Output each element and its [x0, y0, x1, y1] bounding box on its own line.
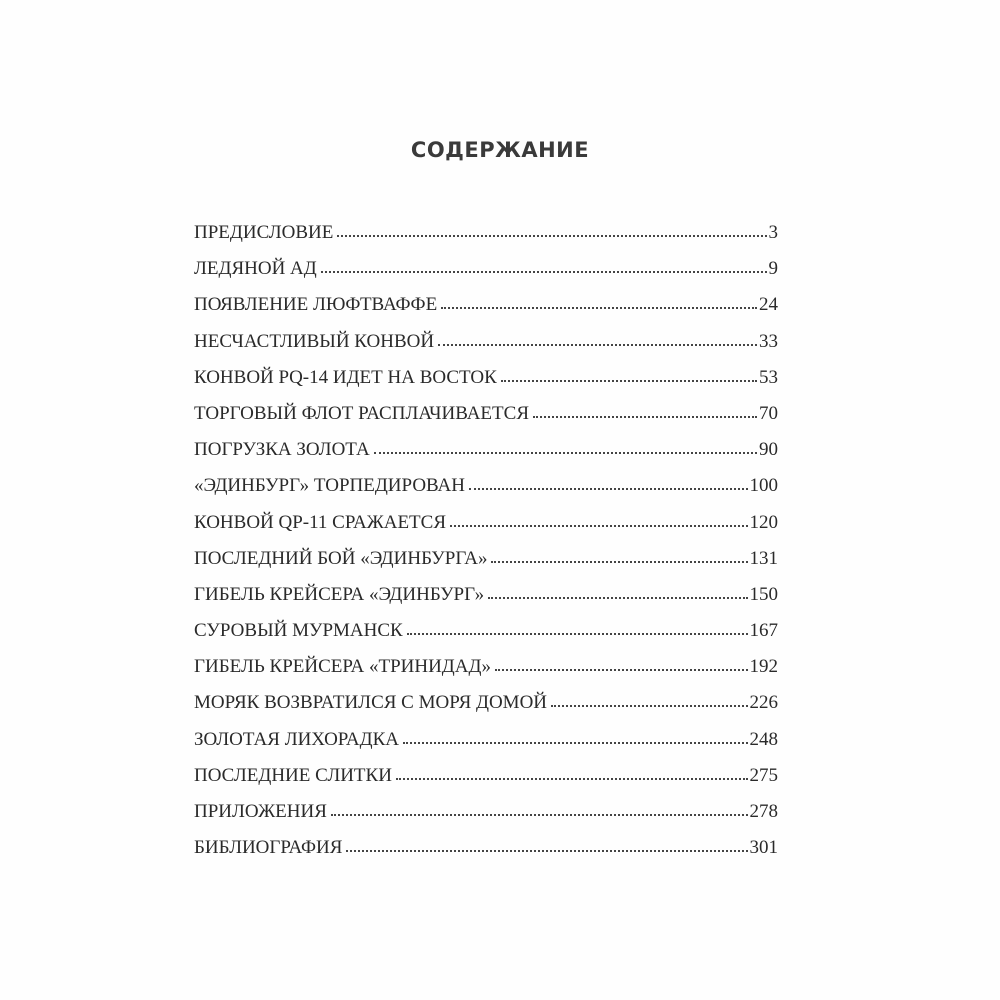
- toc-page-number: 131: [749, 547, 778, 569]
- toc-page-number: 275: [749, 764, 778, 786]
- toc-entry: [194, 692, 778, 728]
- dot-leader: [438, 344, 757, 346]
- toc-page-number: 90: [759, 439, 778, 461]
- toc-entry: [194, 548, 778, 584]
- toc-page-number: 33: [759, 330, 778, 352]
- toc-entry-title: ЛЕДЯНОЙ АД: [194, 258, 317, 280]
- toc-entry-title: НЕСЧАСТЛИВЫЙ КОНВОЙ: [194, 330, 435, 352]
- page-title: СОДЕРЖАНИЕ: [410, 138, 590, 162]
- toc-entry-title: ПРИЛОЖЕНИЯ: [194, 801, 327, 822]
- dot-leader: [533, 416, 757, 418]
- toc-entry-title: ЗОЛОТАЯ ЛИХОРАДКА: [194, 728, 400, 750]
- dot-leader: [331, 814, 748, 816]
- toc-page-number: 24: [759, 294, 778, 316]
- toc-entry-title: КОНВОЙ QP-11 СРАЖАЕТСЯ: [194, 511, 447, 533]
- toc-entry: [194, 656, 778, 692]
- dot-leader: [488, 597, 747, 599]
- dot-leader: [396, 778, 748, 780]
- toc-entry-title: ПОГРУЗКА ЗОЛОТА: [194, 439, 370, 461]
- toc-entry: [194, 403, 778, 439]
- toc-page-number: 100: [749, 475, 778, 497]
- toc-entry: [194, 331, 778, 367]
- toc-page-number: 150: [749, 583, 778, 605]
- toc-entry: [194, 765, 778, 801]
- toc-entry: [194, 439, 778, 475]
- toc-entry: [194, 367, 778, 403]
- toc-entry-title: ПОСЛЕДНИЕ СЛИТКИ: [194, 764, 392, 786]
- toc-entry: [194, 512, 778, 548]
- toc-page-number: 3: [768, 222, 778, 243]
- toc-entry: [194, 801, 778, 837]
- dot-leader: [321, 271, 767, 273]
- dot-leader: [450, 525, 747, 527]
- toc-page-number: 301: [749, 837, 778, 859]
- toc-entry-title: СУРОВЫЙ МУРМАНСК: [194, 620, 403, 642]
- toc-entry-title: «ЭДИНБУРГ» ТОРПЕДИРОВАН: [194, 475, 465, 497]
- toc-entry-title: БИБЛИОГРАФИЯ: [194, 837, 343, 859]
- dot-leader: [407, 633, 748, 635]
- toc-entry: [194, 222, 778, 258]
- toc-page-number: 120: [749, 511, 778, 533]
- toc-entry-title: ПОСЛЕДНИЙ БОЙ «ЭДИНБУРГА»: [194, 547, 488, 569]
- toc-page-number: 226: [749, 692, 778, 714]
- toc-entry: [194, 620, 778, 656]
- dot-leader: [469, 488, 748, 490]
- toc-entry-title: КОНВОЙ PQ-14 ИДЕТ НА ВОСТОК: [194, 366, 497, 388]
- dot-leader: [495, 669, 748, 671]
- toc-entry: [194, 258, 778, 294]
- dot-leader: [337, 235, 766, 237]
- toc-entry-title: ПОЯВЛЕНИЕ ЛЮФТВАФФЕ: [194, 294, 438, 316]
- toc-page-number: 9: [768, 258, 778, 280]
- toc-page-number: 167: [749, 620, 778, 642]
- toc-page-number: 53: [759, 366, 778, 388]
- toc-entry: [194, 294, 778, 330]
- toc-entry: [194, 837, 778, 873]
- dot-leader: [403, 742, 747, 744]
- toc-page-number: 278: [749, 801, 778, 822]
- dot-leader: [441, 307, 757, 309]
- toc-entry-title: ПРЕДИСЛОВИЕ: [194, 222, 334, 243]
- toc-entry: [194, 729, 778, 765]
- toc-entry: [194, 475, 778, 511]
- toc-page-number: 248: [749, 728, 778, 750]
- toc-entry-title: МОРЯК ВОЗВРАТИЛСЯ С МОРЯ ДОМОЙ: [194, 692, 548, 714]
- toc-entry-title: ГИБЕЛЬ КРЕЙСЕРА «ЭДИНБУРГ»: [194, 583, 485, 605]
- dot-leader: [491, 561, 747, 563]
- toc-page-number: 192: [749, 656, 778, 678]
- dot-leader: [551, 705, 747, 707]
- table-of-contents: [194, 222, 778, 873]
- toc-page-number: 70: [759, 402, 778, 424]
- toc-entry-title: ТОРГОВЫЙ ФЛОТ РАСПЛАЧИВАЕТСЯ: [194, 402, 529, 424]
- dot-leader: [501, 380, 757, 382]
- dot-leader: [374, 452, 757, 454]
- toc-entry-title: ГИБЕЛЬ КРЕЙСЕРА «ТРИНИДАД»: [194, 656, 491, 678]
- toc-entry: [194, 584, 778, 620]
- dot-leader: [346, 850, 747, 852]
